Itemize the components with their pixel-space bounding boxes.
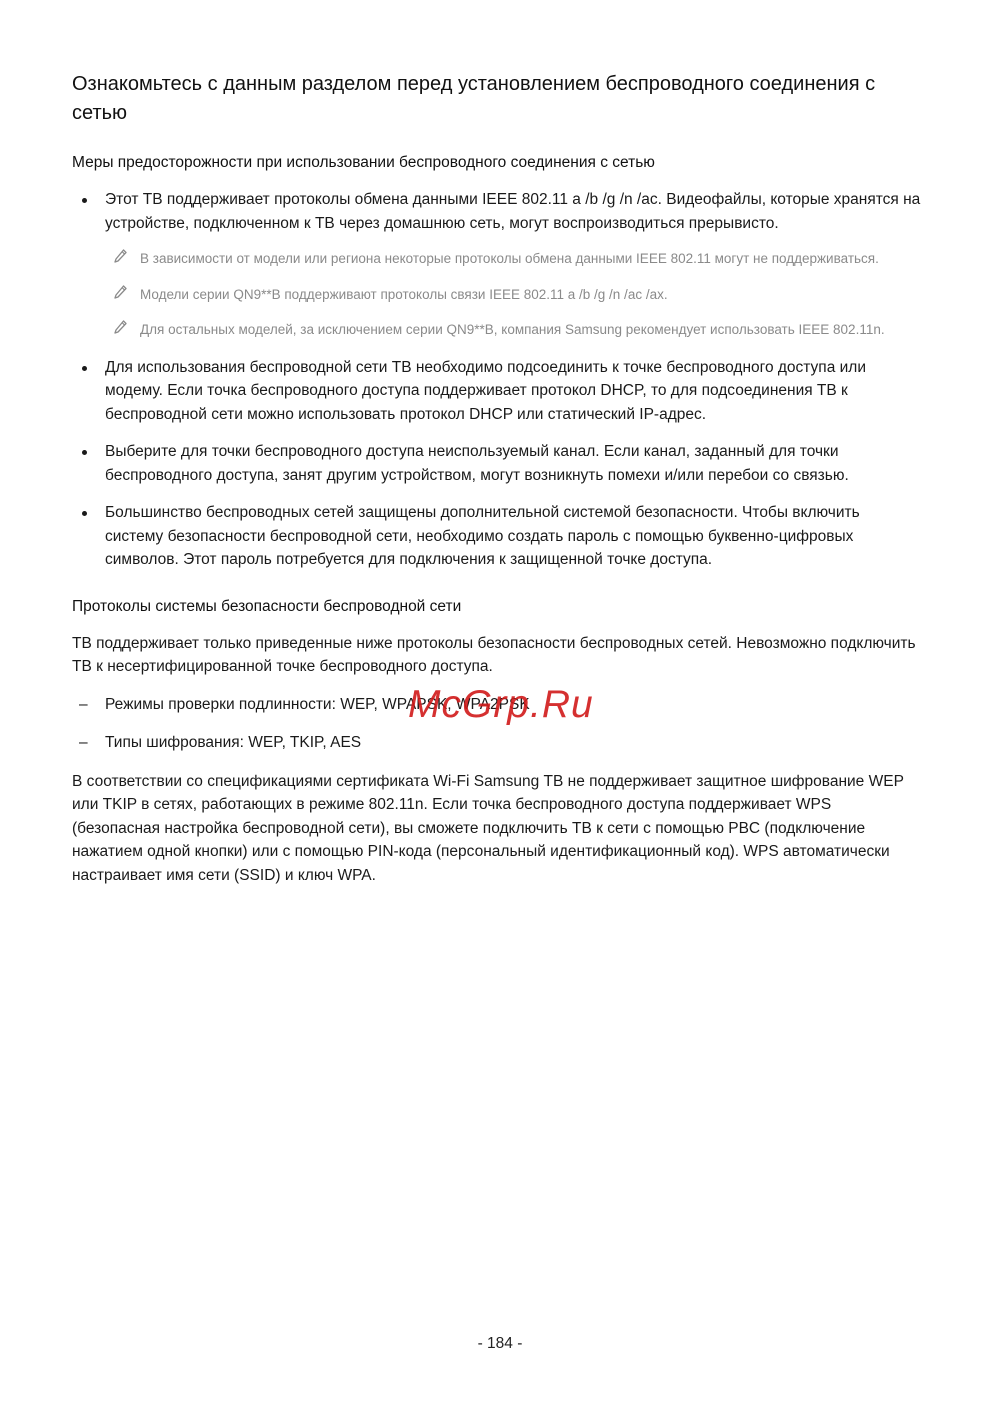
pencil-icon xyxy=(113,285,127,301)
note-text: Для остальных моделей, за исключением серии QN9**B, компания Samsung рекомендует использовать IEEE 802.11n. xyxy=(140,322,885,337)
pencil-icon xyxy=(113,320,127,336)
list-item xyxy=(72,731,922,755)
bullet-icon xyxy=(82,511,87,516)
list-item-text: Большинство беспроводных сетей защищены дополнительной системой безопасности. Чтобы включить систему безопасности беспроводной сети, необходимо создать пароль с помощью буквенно-цифровых символов. Этот пароль потребуется для подключения к защищенной точке доступа. xyxy=(105,504,860,568)
closing-paragraph: В соответствии со спецификациями сертификата Wi-Fi Samsung ТВ не поддерживает защитное шифрование WEP или TKIP в сетях, работающих в режиме 802.11n. Если точка беспроводного доступа поддерживает WPS (безопасная настройка беспроводной сети), вы сможете подключить ТВ к сети с помощью PBC (подключение нажатием одной кнопки) или с помощью PIN-кода (персональный идентификационный код). WPS автоматически настраивает имя сети (SSID) и ключ WPA. xyxy=(72,772,904,884)
note-item xyxy=(105,247,922,271)
bullet-icon xyxy=(82,198,87,203)
page-content xyxy=(72,70,922,901)
notes-group xyxy=(105,247,922,342)
list-item xyxy=(72,356,922,427)
section-heading-security: Протоколы системы безопасности беспроводной сети xyxy=(72,597,462,615)
intro-paragraph: ТВ поддерживает только приведенные ниже протоколы безопасности беспроводных сетей. Невозможно подключить ТВ к несертифицированной точке беспроводного доступа. xyxy=(72,634,916,675)
security-protocols-section xyxy=(72,596,922,888)
bullet-icon xyxy=(82,366,87,371)
watermark: McGrp.Ru xyxy=(408,683,594,726)
list-item-text: Типы шифрования: WEP, TKIP, AES xyxy=(105,734,362,751)
list-item-text: Для использования беспроводной сети ТВ необходимо подсоединить к точке беспроводного доступа или модему. Если точка беспроводного доступа поддерживает протокол DHCP, то для подсоединения ТВ к беспроводной сети можно использовать протокол DHCP или статический IP-адрес. xyxy=(105,358,866,423)
precautions-list xyxy=(72,188,922,572)
list-item xyxy=(72,188,922,342)
list-item-text: Режимы проверки подлинности: WEP, WPAPSK, WPA2PSK xyxy=(105,695,530,713)
page-title: Ознакомьтесь с данным разделом перед установлением беспроводного соединения с сетью xyxy=(72,73,876,124)
note-item xyxy=(105,318,922,342)
section-heading-precautions: Меры предосторожности при использовании беспроводного соединения с сетью xyxy=(72,154,655,171)
bullet-icon xyxy=(82,450,87,455)
note-item xyxy=(105,283,922,307)
page-number: - 184 - xyxy=(477,1335,523,1352)
note-text: Модели серии QN9**B поддерживают протоколы связи IEEE 802.11 a /b /g /n /ac /ax. xyxy=(140,286,668,302)
list-item-text: Выберите для точки беспроводного доступа неиспользуемый канал. Если канал, заданный для точки беспроводного доступа, занят другим устройством, могут возникнуть помехи и/или перебои со связью. xyxy=(105,443,849,484)
dash-marker: – xyxy=(79,695,88,713)
note-text: В зависимости от модели или региона некоторые протоколы обмена данными IEEE 802.11 могут не поддерживаться. xyxy=(140,251,879,266)
list-item xyxy=(72,440,922,487)
dash-marker: – xyxy=(79,734,88,751)
list-item xyxy=(72,501,922,572)
pencil-icon xyxy=(113,249,127,265)
list-item-text: Этот ТВ поддерживает протоколы обмена данными IEEE 802.11 a /b /g /n /ac. Видеофайлы, которые хранятся на устройстве, подключенном к ТВ через домашнюю сеть, могут воспроизводиться прерывисто. xyxy=(105,191,921,232)
